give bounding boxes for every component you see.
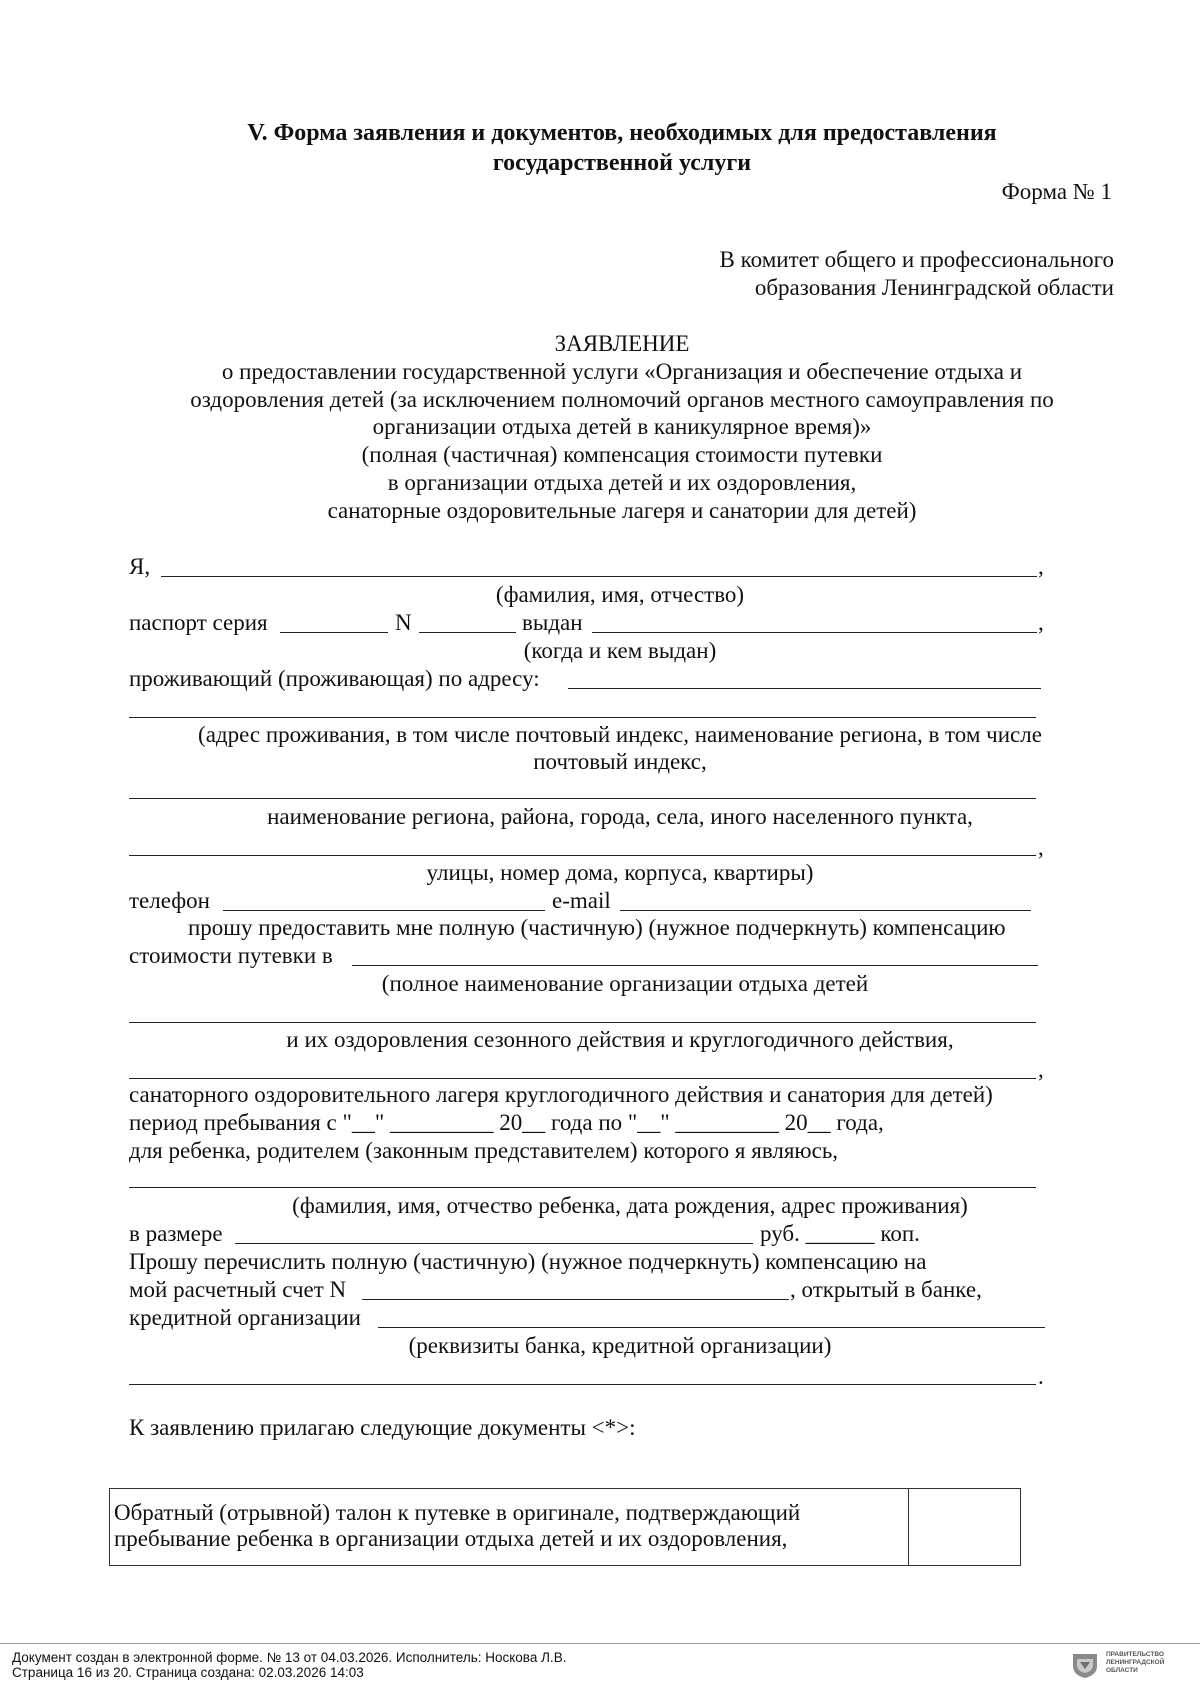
amount-rub-field[interactable] xyxy=(235,1243,753,1244)
fio-comma: , xyxy=(1038,554,1044,579)
rub-kop-label: руб. ______ коп. xyxy=(760,1221,920,1246)
organization-field-3[interactable] xyxy=(129,1078,1036,1079)
org-hint-1: (полное наименование организации отдыха детей xyxy=(381,971,869,996)
logo-text-1: ПРАВИТЕЛЬСТВО xyxy=(1106,1651,1164,1658)
organization-comma: , xyxy=(1038,1057,1044,1082)
passport-number-field[interactable] xyxy=(419,632,516,633)
address-comma: , xyxy=(1038,835,1044,860)
documents-table xyxy=(109,1488,1021,1566)
statement-subtitle-4: (полная (частичная) компенсация стоимости путевки xyxy=(361,442,883,467)
statement-subtitle-6: санаторные оздоровительные лагеря и санатории для детей) xyxy=(327,498,917,523)
address-field-4[interactable] xyxy=(129,855,1036,856)
logo-text-2: ЛЕНИНГРАДСКОЙ xyxy=(1106,1659,1165,1666)
address-hint-3: наименование региона, района, города, села, иного населенного пункта, xyxy=(267,804,973,829)
addressee-line2: образования Ленинградской области xyxy=(754,275,1114,300)
request-line1: прошу предоставить мне полную (частичную) (нужное подчеркнуть) компенсацию xyxy=(188,915,1006,940)
organization-field-2[interactable] xyxy=(129,1022,1036,1023)
passport-comma: , xyxy=(1038,610,1044,635)
table-row-text-2: пребывание ребенка в организации отдыха детей и их оздоровления, xyxy=(114,1526,788,1551)
table-row-mark-cell[interactable] xyxy=(916,1499,1016,1555)
address-field-3[interactable] xyxy=(129,798,1036,799)
passport-n-label: N xyxy=(395,610,412,635)
statement-heading: ЗАЯВЛЕНИЕ xyxy=(554,331,690,356)
section-title-line2: государственной услуги xyxy=(492,150,752,176)
account-label: мой расчетный счет N xyxy=(129,1277,347,1302)
addressee-line1: В комитет общего и профессионального xyxy=(719,247,1114,272)
org-hint-3: санаторного оздоровительного лагеря круглогодичного действия и санатория для детей) xyxy=(129,1082,993,1107)
fio-hint: (фамилия, имя, отчество) xyxy=(495,582,745,607)
bank-period: . xyxy=(1038,1364,1044,1389)
passport-label: паспорт серия xyxy=(129,610,268,635)
address-field-2[interactable] xyxy=(129,717,1036,718)
phone-field[interactable] xyxy=(223,910,545,911)
statement-subtitle-2: оздоровления детей (за исключением полномочий органов местного самоуправления по xyxy=(190,387,1054,412)
fio-field[interactable] xyxy=(161,576,1037,577)
table-row-text-1: Обратный (отрывной) талон к путевке в оригинале, подтверждающий xyxy=(114,1500,801,1525)
email-label: e-mail xyxy=(552,888,611,913)
residing-label: проживающий (проживающая) по адресу: xyxy=(129,666,540,691)
statement-subtitle-3: организации отдыха детей в каникулярное время)» xyxy=(372,414,872,439)
amount-label: в размере xyxy=(129,1221,223,1246)
i-label: Я, xyxy=(129,554,151,579)
logo-text-3: ОБЛАСТИ xyxy=(1106,1667,1138,1674)
account-field[interactable] xyxy=(362,1299,789,1300)
org-hint-2: и их оздоровления сезонного действия и круглогодичного действия, xyxy=(286,1027,954,1052)
passport-issued-field[interactable] xyxy=(592,632,1037,633)
footer-line1: Документ создан в электронной форме. № 13 от 04.03.2026. Исполнитель: Носкова Л.В. xyxy=(12,1650,567,1665)
footer-rule xyxy=(0,1643,1200,1644)
form-number: Форма № 1 xyxy=(1001,179,1112,204)
issued-hint: (когда и кем выдан) xyxy=(523,638,717,663)
transfer-line1: Прошу перечислить полную (частичную) (нужное подчеркнуть) компенсацию на xyxy=(129,1249,927,1274)
request-line2: стоимости путевки в xyxy=(129,943,333,968)
table-column-divider xyxy=(908,1489,909,1565)
credit-org-field[interactable] xyxy=(378,1327,1045,1328)
passport-issued-label: выдан xyxy=(522,610,583,635)
child-hint: (фамилия, имя, отчество ребенка, дата рождения, адрес проживания) xyxy=(292,1193,968,1218)
child-field[interactable] xyxy=(129,1187,1036,1188)
address-hint-1: (адрес проживания, в том числе почтовый индекс, наименование региона, в том числе xyxy=(198,722,1042,747)
phone-label: телефон xyxy=(129,888,210,913)
email-field[interactable] xyxy=(620,910,1031,911)
statement-subtitle-1: о предоставлении государственной услуги «Организация и обеспечение отдыха и xyxy=(221,359,1023,384)
government-emblem-icon xyxy=(1070,1650,1100,1680)
bank-details-field[interactable] xyxy=(129,1384,1036,1385)
address-hint-4: улицы, номер дома, корпуса, квартиры) xyxy=(426,860,814,885)
bank-hint: (реквизиты банка, кредитной организации) xyxy=(408,1333,832,1358)
passport-series-field[interactable] xyxy=(280,632,388,633)
attach-label: К заявлению прилагаю следующие документы <*>: xyxy=(129,1415,636,1440)
statement-subtitle-5: в организации отдыха детей и их оздоровления, xyxy=(387,470,857,495)
footer-line2: Страница 16 из 20. Страница создана: 02.03.2026 14:03 xyxy=(12,1665,364,1680)
address-field-1[interactable] xyxy=(568,688,1041,689)
credit-org-label: кредитной организации xyxy=(129,1305,361,1330)
section-title-line1: V. Форма заявления и документов, необходимых для предоставления xyxy=(247,120,997,146)
address-hint-2: почтовый индекс, xyxy=(533,749,707,774)
child-line: для ребенка, родителем (законным представителем) которого я являюсь, xyxy=(129,1138,839,1163)
account-suffix: , открытый в банке, xyxy=(790,1277,982,1302)
period-line: период пребывания с "__" _________ 20__ года по "__" _________ 20__ года, xyxy=(129,1110,884,1135)
organization-field-1[interactable] xyxy=(352,965,1038,966)
